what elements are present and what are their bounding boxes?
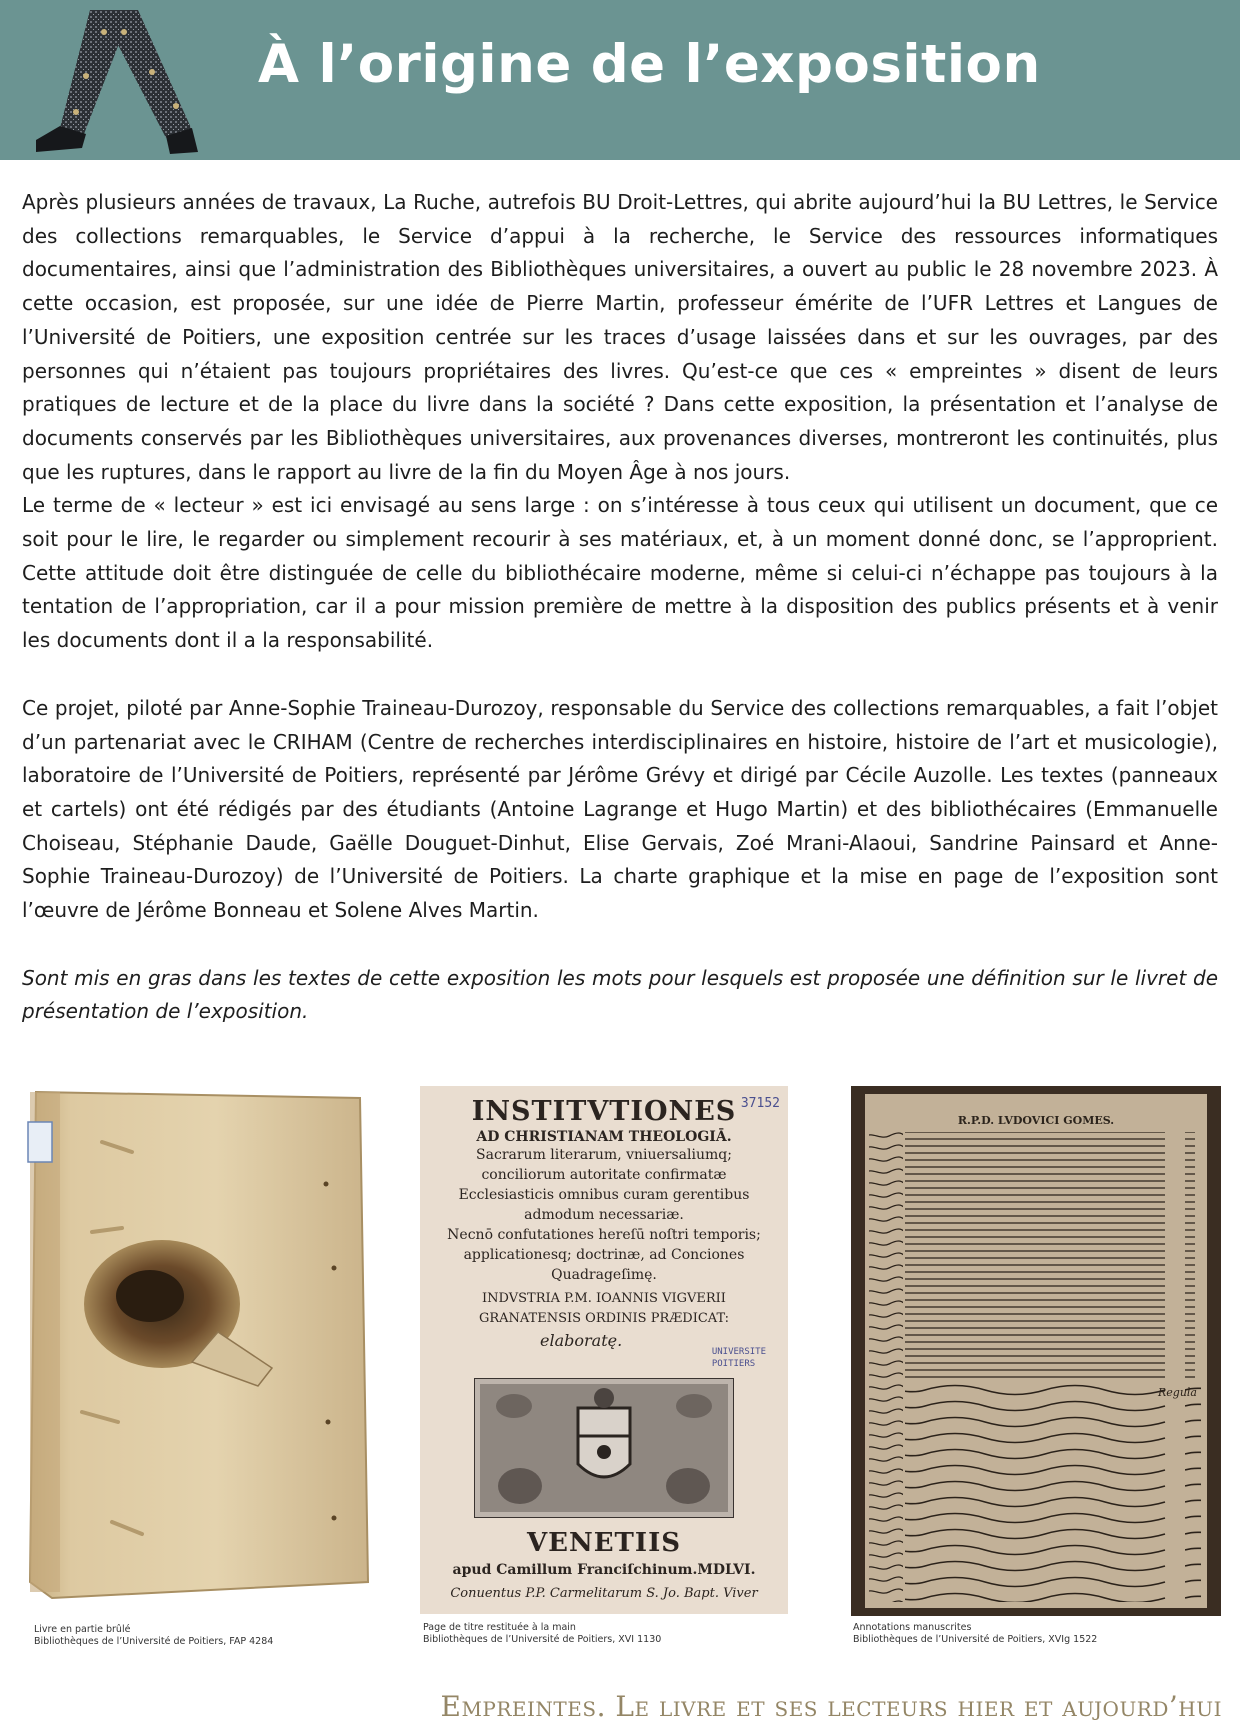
exhibition-footer: [312, 1690, 1222, 1723]
title-page-line: conciliorum autoritate confirmatæ: [481, 1167, 727, 1183]
page-running-head: R.P.D. LVDOVICI GOMES.: [957, 1114, 1115, 1127]
title-page-subheading: AD CHRISTIANAM THEOLOGIĀ.: [476, 1129, 732, 1145]
footer-title: Empreintes. Le livre et ses lecteurs hier et aujourd’hui: [440, 1690, 1222, 1723]
printed-text-block: [865, 1094, 1207, 1608]
title-page-line: admodum necessariæ.: [524, 1207, 684, 1223]
intro-text: [22, 186, 1218, 1029]
printer-device-engraving: [474, 1378, 734, 1518]
page-title: À l’origine de l’exposition: [258, 34, 1041, 95]
figure-caption: Livre en partie brûlé Bibliothèques de l’Université de Poitiers, FAP 4284: [34, 1624, 274, 1647]
library-stamp: UNIVERSITE POITIERS: [711, 1347, 766, 1369]
title-page-author: GRANATENSIS ORDINIS PRÆDICAT:: [478, 1311, 730, 1326]
title-page-line: Quadrageſimę.: [551, 1267, 657, 1283]
annotated-page-photo: [851, 1086, 1221, 1616]
imprint-city: VENETIIS: [526, 1528, 682, 1558]
walking-legs-icon: [20, 6, 200, 160]
intro-paragraph: Après plusieurs années de travaux, La Ruche, autrefois BU Droit-Lettres, qui abrite aujourd’hui la BU Lettres, le Service des collections remarquables, le Service d’appui à la recherche, le Service des ressources informatiques documentaires, ainsi que l’administration des Bibliothèques universitaires, a ouvert au public le 28 novembre 2023. À cette occasion, est proposée, sur une idée de Pierre Martin, professeur émérite de l’UFR Lettres et Langues de l’Université de Poitiers, une exposition centrée sur les traces d’usage laissées dans et sur les ouvrages, par des personnes qui n’étaient pas toujours propriétaires des livres. Qu’est-ce que ces « empreintes » disent de leurs pratiques de lecture et de la place du livre dans la société ? Dans cette exposition, la présentation et l’analyse de documents conservés par les Bibliothèques universitaires, aux provenances diverses, montreront les continuités, plus que les ruptures, dans le rapport au livre de la fin du Moyen Âge à nos jours.: [22, 190, 1218, 484]
figure-caption: Page de titre restituée à la main Bibliothèques de l’Université de Poitiers, XVI 1130: [423, 1622, 662, 1645]
title-page-line: Sacrarum literarum, vniuersaliumq;: [476, 1147, 732, 1163]
title-page-line: applicationesq; doctrinæ, ad Conciones: [463, 1247, 745, 1263]
title-page-heading: INSTITVTIONES: [471, 1096, 737, 1127]
intro-paragraph: Le terme de « lecteur » est ici envisagé au sens large : on s’intéresse à tous ceux qui utilisent un document, que ce soit pour le lire, le regarder ou simplement recourir à ses matériaux, et, à un moment donné donc, se l’approprient. Cette attitude doit être distinguée de celle du bibliothécaire moderne, même si celui-ci n’échappe pas toujours à la tentation de l’appropriation, car il a pour mission première de mettre à la disposition des publics présents et à venir les documents dont il a la responsabilité.: [22, 493, 1218, 653]
shelfmark-label: 37152: [740, 1096, 780, 1111]
title-page-elaborate: elaboratę.: [540, 1331, 623, 1350]
burnt-book-photo: [22, 1082, 372, 1608]
header-banner: [0, 0, 1240, 160]
title-page-line: Necnō confutationes hereſū noſtri temporis;: [447, 1227, 761, 1243]
title-page-author: INDVSTRIA P.M. IOANNIS VIGVERII: [482, 1291, 726, 1306]
provenance-inscription: Conuentus P.P. Carmelitarum S. Jo. Bapt. Viver: [450, 1586, 758, 1601]
credits-paragraph: Ce projet, piloté par Anne-Sophie Traineau-Durozoy, responsable du Service des collections remarquables, a fait l’objet d’un partenariat avec le CRIHAM (Centre de recherches interdisciplinaires en histoire, histoire de l’art et musicologie), laboratoire de l’Université de Poitiers, représenté par Jérôme Grévy et dirigé par Cécile Auzolle. Les textes (panneaux et cartels) ont été rédigés par des étudiants (Antoine Lagrange et Hugo Martin) et des bibliothécaires (Emmanuelle Choiseau, Stéphanie Daude, Gaëlle Douguet-Dinhut, Elise Gervais, Zoé Mrani-Alaoui, Sandrine Painsard et Anne-Sophie Traineau-Durozoy) de l’Université de Poitiers. La charte graphique et la mise en page de l’exposition sont l’œuvre de Jérôme Bonneau et Solene Alves Martin.: [22, 695, 1218, 923]
title-page-photo: [420, 1086, 788, 1614]
title-page-line: Ecclesiasticis omnibus curam gerentibus: [458, 1187, 750, 1203]
margin-annotation: Regula: [1158, 1386, 1197, 1399]
figure-caption: Annotations manuscrites Bibliothèques de l’Université de Poitiers, XVIg 1522: [853, 1622, 1098, 1645]
imprint-printer: apud Camillum Franciſchinum.MDLVI.: [452, 1562, 756, 1578]
definition-note: Sont mis en gras dans les textes de cette exposition les mots pour lesquels est proposée une définition sur le livret de présentation de l’exposition.: [22, 965, 1218, 1024]
